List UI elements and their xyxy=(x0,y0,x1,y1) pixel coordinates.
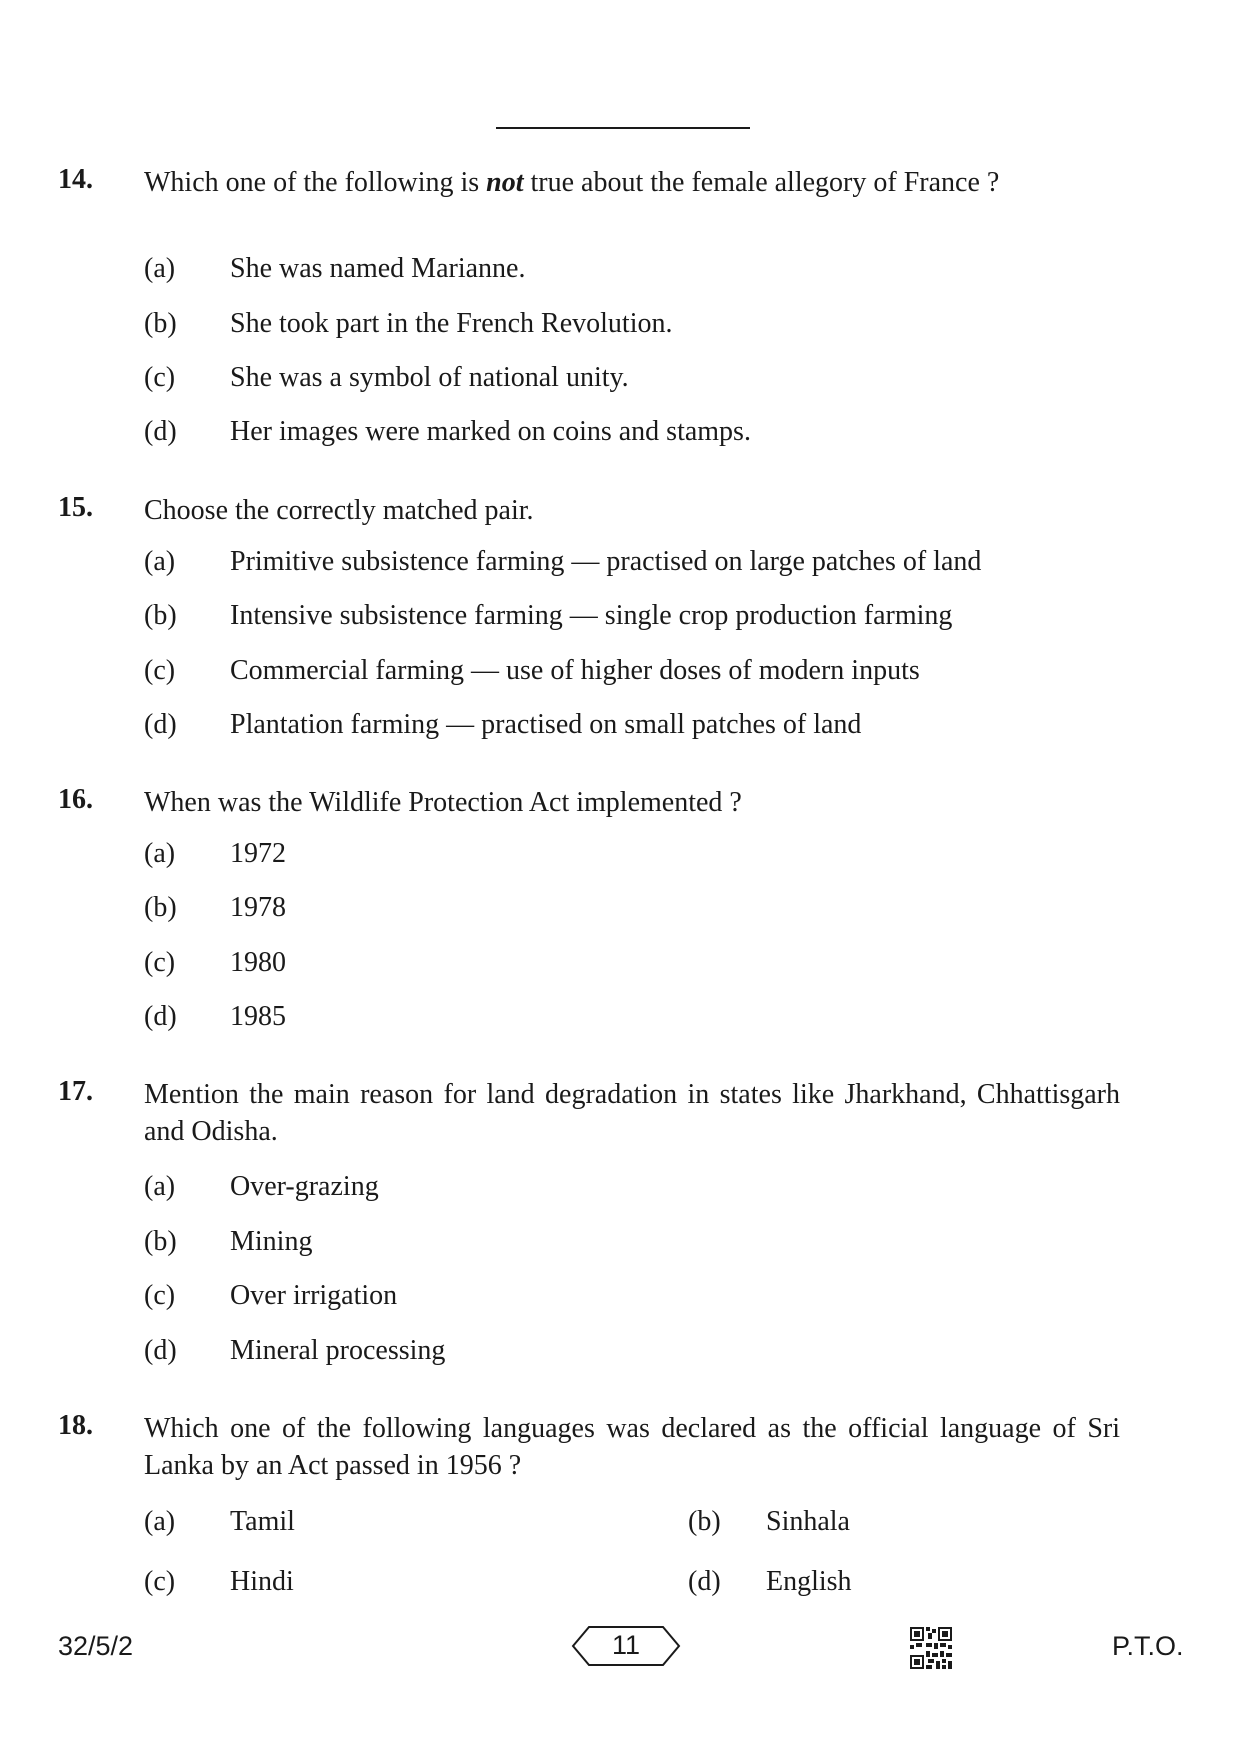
question-text: Choose the correctly matched pair. xyxy=(144,495,534,526)
question-number: 16. xyxy=(58,784,93,815)
question-text: When was the Wildlife Protection Act implemented ? xyxy=(144,787,742,818)
question-text: Mention the main reason for land degradation in states like Jharkhand, Chhattisgarh and Odisha. xyxy=(144,1079,1120,1147)
question-text: Which one of the following languages was declared as the official language of Sri Lanka by an Act passed in 1956 ? xyxy=(144,1413,1120,1481)
emphasis-not: not xyxy=(486,167,524,198)
page-number: 11 xyxy=(611,1630,641,1660)
question-text: Which one of the following is not true about the female allegory of France ? xyxy=(144,167,1000,198)
question-number: 17. xyxy=(58,1076,93,1107)
paper-code: 32/5/2 xyxy=(58,1631,134,1661)
top-divider xyxy=(496,127,750,129)
question-number: 18. xyxy=(58,1410,93,1441)
page-number-badge xyxy=(571,1625,681,1667)
pto-label: P.T.O. xyxy=(1112,1631,1184,1661)
question-number: 15. xyxy=(58,492,93,523)
question-number: 14. xyxy=(58,164,93,195)
qr-code-icon xyxy=(910,1627,952,1669)
